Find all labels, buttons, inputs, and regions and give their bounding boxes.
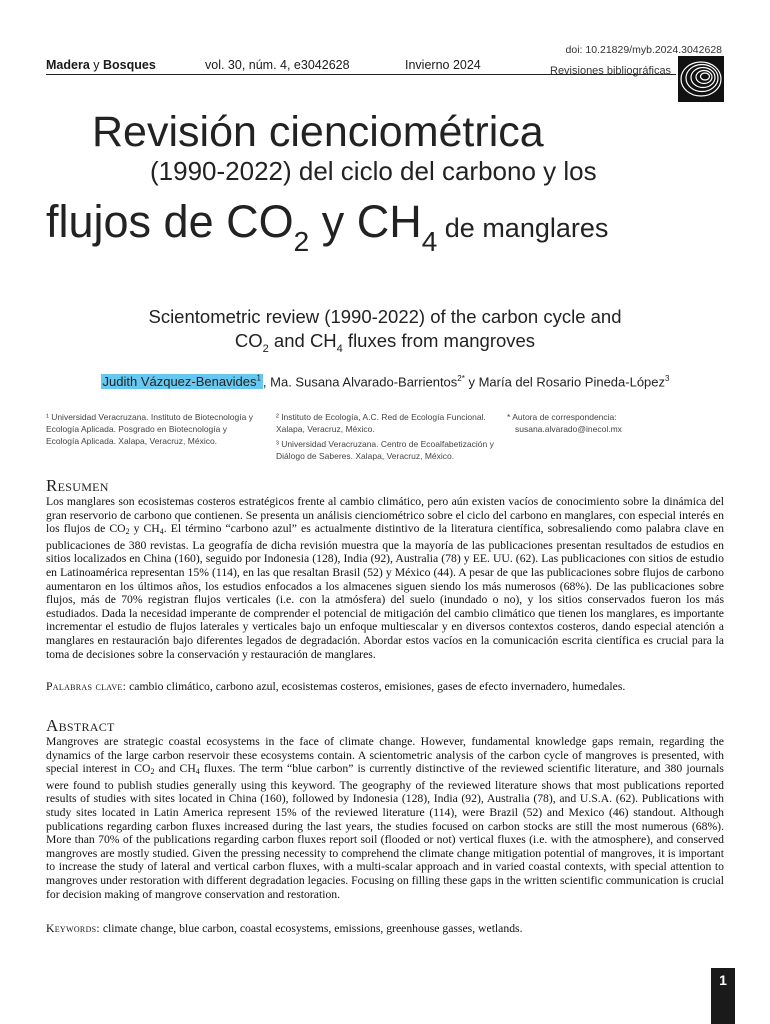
section-label: Revisiones bibliográficas — [550, 65, 672, 77]
season: Invierno 2024 — [405, 58, 481, 72]
abstract-body: Mangroves are strategic coastal ecosystems in the face of climate change. However, fundamental knowledge gaps remain, regarding the dynamics of the large carbon reservoir these ecosystems contain. A scientometric analysis of the carbon cycle of mangroves is presented, with special interest in $CO_2$ and $CH_4$ fluxes. The term “blue carbon” is currently distinctive of the reviewed scientific literature, and 380 journals were found to publish studies generally using this keyword. The geography of the reviewed literature shows that most publications reported results of studies with sites located in China (160), followed by Indonesia (128), India (92), Australia (78), and U.S.A. (62). Publications with study sites located in Latin America represent 15% of the reviewed literature (114), were Brazil (52) and Mexico (46) standout. Although publications regarding carbon fluxes increased during the last years, the studies focused on carbon stocks are still the most numerous (68%). More than 70% of the publications regarding carbon fluxes report soil (flooded or not) vertical fluxes (i.e. with the atmosphere), and conserved mangroves are mostly studied. Given the pressing necessity to comprehend the climate change mitigation potential of mangroves, it is important to increase the study of lateral and vertical carbon fluxes, with a multi-scalar approach and in varied coastal contexts, with special attention to mangroves under restoration with different degradation legacies. Focusing on filling these gaps in the written scientific communication is crucial for decision making of mangrove conservation and restoration. — [46, 735, 724, 901]
correspondence-email[interactable]: susana.alvarado@inecol.mx — [515, 424, 622, 434]
keywords: Keywords: climate change, blue carbon, coastal ecosystems, emissions, greenhouse gasses, wetlands. — [46, 922, 523, 935]
palabras-clave: Palabras clave: cambio climático, carbono azul, ecosistemas costeros, emisiones, gases de efecto invernadero, humedales. — [46, 680, 626, 693]
authors: Judith Vázquez-Benavides$^1$ , Ma. Susana Alvarado-Barrientos$^{2*}$ y María del Rosario Pineda-López$^3$ — [102, 374, 670, 390]
correspondence-label: * Autora de correspondencia: — [507, 412, 617, 422]
english-title-line-2: $CO_2$ and $CH_4$ fluxes from mangroves — [234, 330, 536, 355]
abstract-heading: Abstract — [46, 716, 115, 735]
affiliation-1: ¹ Universidad Veracruzana. Instituto de Biotecnología y Ecología Aplicada. Posgrado en Biotecnología y Ecología Aplicada. Xalapa, Veracruz, México. — [46, 412, 253, 446]
resumen-body: Los manglares son ecosistemas costeros estratégicos frente al cambio climático, pero aún existen vacíos de conocimiento sobre la dinámica del gran reservorio de carbono que contienen. Se presenta un análisis cienciométrico sobre el ciclo del carbono en manglares, con especial interés en los flujos de $CO_2$ y $CH_4$. El término “carbono azul” es actualmente distintivo de la literatura científica, sobresaliendo como palabra clave en publicaciones de 380 revistas. La geografía de dicha revisión muestra que la mayoría de las publicaciones presentan resultados de estudios en sitios localizados en China (160), seguido por Indonesia (128), India (92), Australia (78) y EE. UU. (62). Las publicaciones con sitios de estudio en Latinoamérica representan 15% (114), en las que resaltan Brasil (52) y México (44). A pesar de que las publicaciones sobre flujos de carbono aumentaron en los últimos años, los estudios enfocados a los almacenes siguen siendo los más numerosos (68%). De las publicaciones sobre flujos, más de 70% registran flujos verticales (i.e. con la atmósfera) del suelo (inundado o no), y los sitios conservados fueron los más estudiados. Dada la necesidad imperante de comprender el potencial de mitigación del cambio climático que tienen los manglares, es importante incrementar el estudio de flujos laterales y verticales bajo un enfoque multiescalar y en diversos contextos costeros, dando especial atención a manglares en restauración bajo diferentes legados de degradación. Abordar estos vacíos en la comunicación escrita científica es crucial para la toma de decisiones sobre la conservación y restauración de manglares. — [46, 495, 724, 661]
journal-name: Madera y Bosques — [46, 58, 156, 72]
volume-info: vol. 30, núm. 4, e3042628 — [205, 58, 350, 72]
page-number: 1 — [719, 972, 727, 988]
doi[interactable]: doi: 10.21829/myb.2024.3042628 — [565, 44, 722, 56]
affiliation-2-3 — [276, 411, 498, 462]
english-title-line-1: Scientometric review (1990-2022) of the carbon cycle and — [148, 306, 622, 327]
affiliation-3: ³ Universidad Veracruzana. Centro de Ecoalfabetización y Diálogo de Saberes. Xalapa, Veracruz, México. — [276, 439, 494, 461]
header-rule — [46, 74, 676, 75]
affiliation-2: ² Instituto de Ecología, A.C. Red de Ecología Funcional. Xalapa, Veracruz, México. — [276, 412, 486, 434]
title-line-1: Revisión cienciométrica — [92, 108, 544, 156]
correspondence — [507, 411, 657, 435]
title-line-2: (1990-2022) del ciclo del carbono y los — [150, 156, 597, 186]
highlighted-author[interactable]: Judith Vázquez-Benavides$^1$ — [102, 374, 261, 390]
resumen-heading: Resumen — [46, 476, 109, 495]
spiral-logo-icon — [678, 56, 724, 102]
title-line-3: flujos de $CO_2$ y $CH_4$ de manglares — [46, 196, 609, 257]
